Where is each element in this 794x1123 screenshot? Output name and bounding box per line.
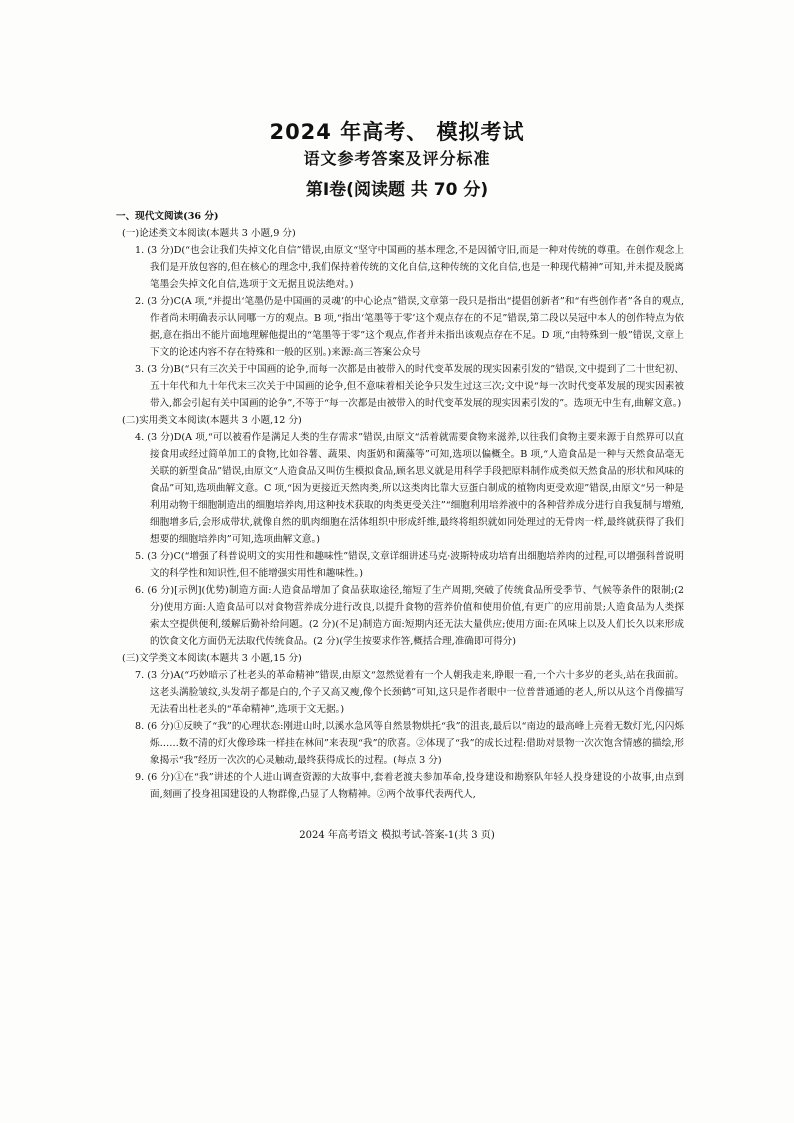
section-heading-reading: 一、现代文阅读(36 分) <box>116 211 219 222</box>
part-title: 第Ⅰ卷(阅读题 共 70 分) <box>305 180 489 200</box>
page-subtitle: 语文参考答案及评分标准 <box>303 149 491 168</box>
answer-item-9: 9. (6 分)①在“我”讲述的个人进山调查资源的大故事中,套着老渡夫参加革命,投身建设和勘察队年轻人投身建设的小故事,由点到面,刻画了投身祖国建设的人物群像,凸显了人物精神。②两个故事代表两代人, <box>135 772 684 800</box>
subsection-heading-literary: (三)文学类文本阅读(本题共 3 小题,15 分) <box>122 653 302 664</box>
answer-item-6: 6. (6 分)[示例](优势)制造方面:人造食品增加了食品获取途径,缩短了生产周期,突破了传统食品所受季节、气候等条件的限制;(2 分)使用方面:人造食品可以对食物营养成分进行改良,以提升食物的营养价值和使用价值,有更广的应用前景;人造食品为人类探索太空提供便利,缓解后勤补给问题。(2 分)(不足)制造方面:短期内还无法大量供应;使用方面:在风味上以及人们长久以来形成的饮食文化方面仍无法取代传统食品。(2 分)(学生按要求作答,概括合理,准确即可得分) <box>135 585 684 647</box>
answer-item-3: 3. (3 分)B(“只有三次关于中国画的论争,而每一次都是由被带入的时代变革发展的现实因素引发的”错误,文中提到了二十世纪初、五十年代和九十年代末三次关于中国画的论争,但不意味着相关论争只发生过这三次;文中说“每一次时代变革发展的现实因素被带入,都会引起有关中国画的论争”,不等于“每一次都是由被带入的时代变革发展的现实因素引发的”。选项无中生有,曲解文意。) <box>135 364 684 409</box>
subsection-heading-argumentative: (一)论述类文本阅读(本题共 3 小题,9 分) <box>122 228 296 239</box>
answer-item-4: 4. (3 分)D(A 项,“可以被看作是满足人类的生存需求”错误,由原文“活着就需要食物来滋养,以往我们食物主要来源于自然界可以直接食用或经过简单加工的食物,比如谷薯、蔬果、肉蛋奶和菌藻等”可知,选项以偏概全。B 项,“人造食品是一种与天然食品毫无关联的新型食品”错误,由原文“人造食品又叫仿生模拟食品,顾名思义就是用科学手段把原料制作成类似天然食品的形状和风味的食品”可知,选项曲解文意。C 项,“因为更接近天然肉类,所以这类肉比靠大豆蛋白制成的植物肉更受欢迎”错误,由原文“另一种是利用动物干细胞制造出的细胞培养肉,用这种技术获取的肉类更受关注”“细胞利用培养液中的各种营养成分进行自我复制与增殖,细胞增多后,会形成带状,就像自然的肌肉细胞在活体组织中形成纤维,最终将组织就如同处理过的无骨肉一样,最终就获得了我们想要的细胞培养肉”可知,选项曲解文意。) <box>135 432 684 545</box>
answer-item-7: 7. (3 分)A(“巧妙暗示了杜老头的革命精神”错误,由原文“忽然觉着有一个人朝我走来,睁眼一看,一个六十多岁的老头,站在我面前。这老头满脸皱纹,头发胡子都是白的,个子又高又瘦,像个长颈鹤”可知,这只是作者眼中一位普普通通的老人,所以从这个肖像描写无法看出杜老头的“革命精神”,选项于文无据。) <box>135 670 684 715</box>
subsection-heading-practical: (二)实用类文本阅读(本题共 3 小题,12 分) <box>122 415 302 426</box>
answer-item-8: 8. (6 分)①反映了“我”的心理状态:刚进山时,以溪水急风等自然景物烘托“我”的沮丧,最后以“南边的最高峰上亮着无数灯光,闪闪烁烁……数不清的灯火像珍珠一样挂在林间”来表现“我”的欣喜。②体现了“我”的成长过程:借助对景物一次次饱含情感的描绘,形象揭示“我”经历一次次的心灵触动,最终获得成长的过程。(每点 3 分) <box>135 721 684 766</box>
answer-item-5: 5. (3 分)C(“增强了科普说明文的实用性和趣味性”错误,文章详细讲述马克·波斯特成功培育出细胞培养肉的过程,可以增强科普说明文的科学性和知识性,但不能增强实用性和趣味性。) <box>135 551 684 579</box>
answer-item-2: 2. (3 分)C(A 项,“并提出‘笔墨仍是中国画的灵魂’的中心论点”错误,文章第一段只是指出“提倡创新者”和“有些创作者”各自的观点,作者尚未明确表示认同哪一方的观点。B 项,“指出‘笔墨等于零’这个观点存在的不足”错误,第二段以吴冠中本人的创作特点为依据,意在指出不能片面地理解他提出的“笔墨等于零”这个观点,作者并未指出该观点存在不足。D 项,“由特殊到一般”错误,文章上下文的论述内容不存在特殊和一般的区别。)来源:高三答案公众号 <box>135 296 684 358</box>
page-title: 2024 年高考、 模拟考试 <box>269 120 525 144</box>
answer-item-1: 1. (3 分)D(“也会让我们失掉文化自信”错误,由原文“坚守中国画的基本理念,不是因循守旧,而是一种对传统的尊重。在创作观念上我们是开放包容的,但在核心的理念中,我们保持着传统的文化自信,这种传统的文化自信,也是一种现代精神”可知,并未提及脱离笔墨会失掉文化自信,选项于文无据且说法绝对。) <box>135 245 684 290</box>
page-footer: 2024 年高考语文 模拟考试-答案-1(共 3 页) <box>299 830 495 841</box>
answer-body <box>114 208 684 803</box>
